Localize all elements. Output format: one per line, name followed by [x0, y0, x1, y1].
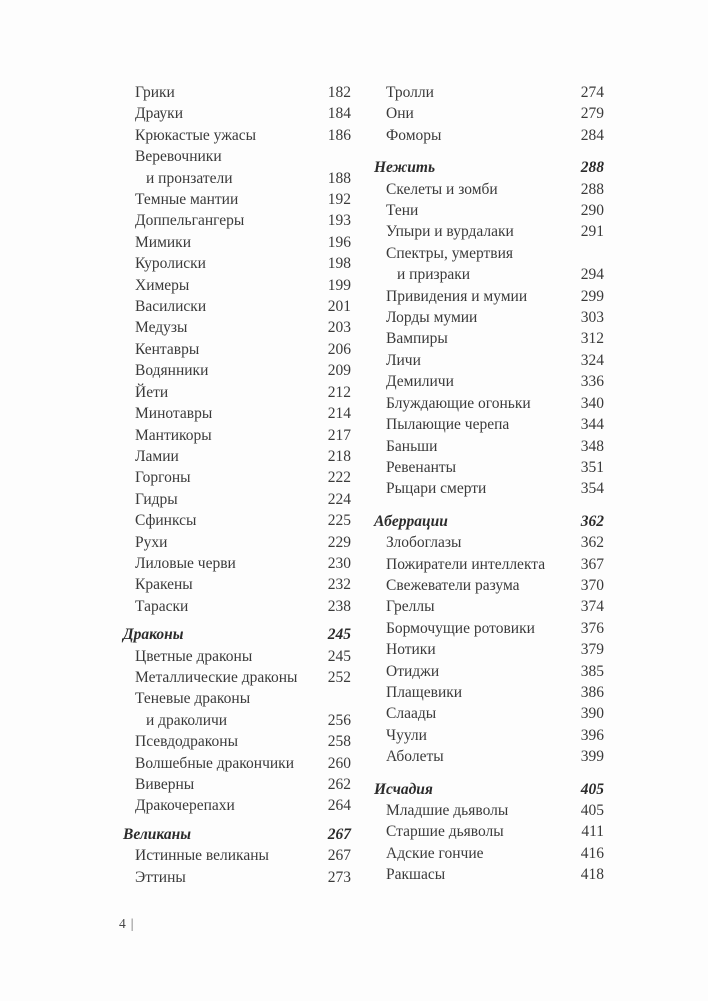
- entry-label: [123, 210, 244, 231]
- entry-label-line1: Дракочерепахи: [135, 797, 235, 815]
- toc-entry: [123, 646, 351, 667]
- entry-label-line1: Истинные великаны: [135, 847, 269, 865]
- toc-entry: [374, 746, 604, 767]
- entry-label-line1: Младшие дьяволы: [386, 802, 509, 819]
- entry-label: [374, 414, 509, 435]
- toc-entry: [123, 339, 351, 360]
- toc-entry: [374, 350, 604, 371]
- entry-label-line1: Крюкастые ужасы: [135, 126, 257, 144]
- toc-entry: [123, 103, 351, 124]
- page-number-footer: [119, 916, 134, 932]
- entry-label-line1: Минотавры: [135, 405, 213, 423]
- toc-entry: [123, 667, 351, 688]
- toc-section-heading: [123, 824, 351, 845]
- entry-label-line1: Великаны: [123, 825, 191, 843]
- entry-label: [123, 253, 206, 274]
- toc-entry: [374, 800, 604, 821]
- entry-label: [374, 350, 421, 371]
- entry-page-number: 218: [327, 447, 351, 465]
- entry-label: [374, 703, 436, 724]
- entry-page-number: 198: [327, 255, 351, 273]
- entry-page-number: 390: [580, 705, 604, 723]
- entry-label-line1: Нежить: [374, 159, 436, 177]
- toc-entry: [374, 179, 604, 200]
- entry-page-number: 199: [327, 276, 351, 294]
- entry-label-line1: Рыцари смерти: [386, 480, 487, 498]
- entry-page-number: 344: [580, 416, 604, 434]
- entry-page-number: 264: [327, 797, 351, 815]
- entry-label-line1: Грики: [135, 84, 175, 101]
- entry-label: [123, 510, 196, 531]
- toc-section-heading: [123, 624, 351, 645]
- toc-entry: [374, 371, 604, 392]
- entry-label-line1: Псевдодраконы: [135, 733, 238, 751]
- entry-page-number: 312: [580, 330, 604, 348]
- entry-label: [123, 845, 269, 866]
- entry-label-line1: Личи: [386, 351, 421, 369]
- entry-page-number: 324: [580, 351, 604, 369]
- entry-label: [123, 553, 236, 574]
- entry-label: [374, 371, 454, 392]
- entry-label: [374, 307, 477, 328]
- entry-label-line1: Демиличи: [386, 373, 454, 391]
- entry-label: [123, 103, 183, 124]
- entry-page-number: 188: [327, 169, 351, 187]
- entry-page-number: 362: [580, 534, 604, 552]
- entry-label: [374, 103, 414, 124]
- entry-label: [374, 436, 437, 457]
- entry-page-number: 238: [327, 597, 351, 615]
- toc-entry: [374, 200, 604, 221]
- entry-page-number: 405: [580, 780, 604, 798]
- entry-label: [123, 596, 188, 617]
- entry-label: [123, 339, 199, 360]
- entry-page-number: 370: [580, 576, 604, 594]
- entry-page-number: 299: [580, 287, 604, 305]
- entry-label-line1: Эттины: [135, 868, 186, 886]
- entry-page-number: 193: [327, 212, 351, 230]
- toc-section-heading: [374, 779, 604, 800]
- entry-label: [123, 731, 238, 752]
- entry-label-line1: Блуждающие огоньки: [386, 394, 531, 412]
- page-number: 4: [119, 916, 127, 931]
- entry-label-line1: Тролли: [386, 84, 434, 101]
- entry-page-number: 274: [580, 84, 604, 101]
- toc-entry: [123, 510, 351, 531]
- toc-entry: [123, 774, 351, 795]
- entry-label-line1: Скелеты и зомби: [386, 180, 498, 198]
- entry-page-number: 192: [327, 191, 351, 209]
- entry-page-number: 222: [327, 469, 351, 487]
- entry-label: [123, 425, 212, 446]
- entry-label-line1: Василиски: [135, 298, 207, 316]
- entry-page-number: 362: [580, 512, 604, 530]
- entry-label: [374, 575, 520, 596]
- toc-entry: [374, 554, 604, 575]
- entry-label: [374, 221, 514, 242]
- entry-label-line1: Злобоглазы: [386, 534, 462, 552]
- entry-label-line1: Темные мантии: [135, 191, 239, 209]
- entry-page-number: 416: [580, 844, 604, 862]
- entry-label-line1: Нотики: [386, 641, 436, 659]
- entry-label: [374, 157, 435, 178]
- entry-label: [374, 554, 545, 575]
- entry-page-number: 256: [327, 711, 351, 729]
- toc-entry: [123, 146, 351, 189]
- entry-label-line1: Ревенанты: [386, 458, 457, 476]
- entry-page-number: 260: [327, 754, 351, 772]
- entry-label: [123, 360, 208, 381]
- entry-label-line1: Пылающие черепа: [386, 416, 510, 434]
- entry-page-number: 303: [580, 309, 604, 327]
- entry-label-line1: Кентавры: [135, 340, 200, 358]
- entry-label: [123, 824, 191, 845]
- entry-label-line1: Металлические драконы: [135, 668, 298, 686]
- entry-label: [374, 864, 445, 885]
- entry-label-line1: Лиловые черви: [135, 554, 236, 572]
- entry-label-line1: Свежеватели разума: [386, 576, 520, 594]
- entry-label-line1: Мантикоры: [135, 426, 212, 444]
- entry-label-line1: Слаады: [386, 705, 437, 723]
- entry-label-line1: Цветные драконы: [135, 647, 253, 665]
- toc-entry: [374, 414, 604, 435]
- entry-label-line1: Рухи: [135, 533, 168, 551]
- entry-page-number: 348: [580, 437, 604, 455]
- toc-entry: [123, 467, 351, 488]
- toc-entry: [374, 243, 604, 286]
- toc-entry: [374, 307, 604, 328]
- toc-section-heading: [374, 511, 604, 532]
- toc-entry: [123, 210, 351, 231]
- toc-entry: [123, 125, 351, 146]
- entry-label-line1: Исчадия: [374, 780, 433, 798]
- entry-label-line1: Волшебные дракончики: [135, 754, 295, 772]
- toc-entry: [374, 478, 604, 499]
- entry-page-number: 405: [580, 802, 604, 819]
- entry-label: [123, 82, 175, 103]
- entry-page-number: 351: [580, 458, 604, 476]
- entry-label: [374, 596, 435, 617]
- entry-label-line1: Аболеты: [386, 748, 444, 766]
- entry-label-line1: Фоморы: [386, 126, 442, 144]
- toc-entry: [374, 125, 604, 146]
- entry-label-line1: Отиджи: [386, 662, 440, 680]
- entry-page-number: 184: [327, 105, 351, 123]
- toc-entry: [374, 286, 604, 307]
- entry-page-number: 224: [327, 490, 351, 508]
- entry-label: [374, 725, 427, 746]
- entry-label: [123, 189, 238, 210]
- entry-page-number: 396: [580, 726, 604, 744]
- entry-page-number: 386: [580, 683, 604, 701]
- toc-column-left: [123, 82, 351, 888]
- toc-entry: [123, 82, 351, 103]
- toc-entry: [123, 189, 351, 210]
- entry-page-number: 245: [327, 647, 351, 665]
- entry-label-line1: Ракшасы: [386, 866, 446, 884]
- entry-label: [123, 532, 167, 553]
- toc-section-heading: [374, 157, 604, 178]
- entry-label: [374, 179, 498, 200]
- entry-label-line2: и драколичи: [146, 711, 228, 729]
- entry-page-number: 284: [580, 126, 604, 144]
- entry-label-line1: Горгоны: [135, 469, 191, 487]
- toc-entry: [123, 731, 351, 752]
- entry-page-number: 229: [327, 533, 351, 551]
- entry-label-line1: Старшие дьяволы: [386, 823, 504, 841]
- entry-page-number: 196: [327, 233, 351, 251]
- entry-page-number: 291: [580, 223, 604, 241]
- toc-entry: [374, 596, 604, 617]
- entry-label: [123, 446, 179, 467]
- entry-label: [123, 795, 235, 816]
- entry-label: [123, 867, 186, 888]
- entry-page-number: 252: [327, 668, 351, 686]
- entry-label: [374, 532, 461, 553]
- toc-entry: [374, 221, 604, 242]
- entry-label-line1: Бормочущие ротовики: [386, 619, 535, 637]
- entry-label-line1: Веревочники: [135, 148, 222, 166]
- entry-label-line1: Доппельгангеры: [135, 212, 245, 230]
- entry-label-line1: Плащевики: [386, 683, 463, 701]
- toc-entry: [123, 867, 351, 888]
- entry-label-line1: Чуули: [386, 726, 427, 744]
- entry-page-number: 232: [327, 576, 351, 594]
- entry-label-line1: Драуки: [135, 105, 183, 123]
- entry-page-number: 374: [580, 598, 604, 616]
- toc-entry: [123, 446, 351, 467]
- toc-entry: [374, 103, 604, 124]
- entry-label: [123, 403, 212, 424]
- entry-page-number: 340: [580, 394, 604, 412]
- toc-entry: [123, 574, 351, 595]
- entry-page-number: 294: [580, 266, 604, 284]
- entry-page-number: 336: [580, 373, 604, 391]
- entry-page-number: 367: [580, 555, 604, 573]
- entry-label-line1: Химеры: [135, 276, 190, 294]
- entry-label-line1: Греллы: [386, 598, 435, 616]
- entry-page-number: 267: [327, 825, 351, 843]
- toc-entry: [123, 296, 351, 317]
- entry-page-number: 279: [580, 105, 604, 123]
- toc-entry: [374, 725, 604, 746]
- entry-label-line1: Кракены: [135, 576, 193, 594]
- entry-page-number: 267: [327, 847, 351, 865]
- entry-page-number: 399: [580, 748, 604, 766]
- entry-label-line1: Адские гончие: [386, 844, 484, 862]
- entry-label-line1: Пожиратели интеллекта: [386, 555, 546, 573]
- toc-entry: [123, 489, 351, 510]
- toc-entry: [123, 596, 351, 617]
- entry-label-line1: Мимики: [135, 233, 192, 251]
- entry-label-line1: Вампиры: [386, 330, 448, 348]
- toc-entry: [374, 328, 604, 349]
- entry-page-number: 182: [327, 84, 351, 101]
- toc-entry: [123, 317, 351, 338]
- entry-page-number: 262: [327, 776, 351, 793]
- entry-label: [123, 774, 194, 795]
- entry-label-line1: Баньши: [386, 437, 438, 455]
- entry-label-line1: Гидры: [135, 490, 178, 508]
- entry-label: [374, 511, 448, 532]
- entry-label-line1: Водянники: [135, 362, 209, 380]
- entry-label-line1: Привидения и мумии: [386, 287, 528, 305]
- entry-label-line1: Они: [386, 105, 414, 123]
- entry-page-number: 258: [327, 733, 351, 751]
- entry-label: [374, 746, 444, 767]
- toc-entry: [374, 532, 604, 553]
- entry-label: [374, 200, 418, 221]
- entry-label: [374, 639, 436, 660]
- toc-entry: [374, 843, 604, 864]
- entry-page-number: 217: [327, 426, 351, 444]
- toc-entry: [123, 688, 351, 731]
- entry-page-number: 245: [327, 626, 351, 644]
- toc-entry: [374, 436, 604, 457]
- entry-label: [374, 286, 527, 307]
- entry-label-line1: Теневые драконы: [135, 690, 251, 708]
- entry-label: [374, 125, 441, 146]
- toc-entry: [374, 82, 604, 103]
- entry-label: [374, 243, 513, 286]
- entry-label-line1: Аберрации: [374, 512, 448, 530]
- entry-label: [374, 800, 508, 821]
- entry-page-number: 290: [580, 202, 604, 220]
- entry-label-line1: Медузы: [135, 319, 188, 337]
- entry-page-number: 203: [327, 319, 351, 337]
- toc-entry: [123, 795, 351, 816]
- toc-entry: [123, 253, 351, 274]
- entry-label: [374, 682, 462, 703]
- toc-entry: [374, 575, 604, 596]
- toc-entry: [123, 425, 351, 446]
- entry-label-line1: Упыри и вурдалаки: [386, 223, 514, 241]
- entry-page-number: 411: [581, 823, 604, 841]
- entry-page-number: 225: [327, 512, 351, 530]
- entry-page-number: 288: [580, 159, 604, 177]
- entry-label: [123, 753, 294, 774]
- entry-label: [374, 661, 439, 682]
- entry-page-number: 201: [327, 298, 351, 316]
- entry-label: [374, 82, 434, 103]
- entry-page-number: 418: [580, 866, 604, 884]
- entry-label: [123, 467, 191, 488]
- toc-entry: [374, 821, 604, 842]
- entry-label: [374, 843, 484, 864]
- entry-page-number: 214: [327, 405, 351, 423]
- toc-entry: [374, 864, 604, 885]
- entry-label-line1: Драконы: [123, 626, 184, 644]
- toc-entry: [123, 360, 351, 381]
- toc-entry: [374, 393, 604, 414]
- toc-column-right: [374, 82, 604, 886]
- entry-label: [374, 328, 448, 349]
- entry-label-line1: Тараски: [135, 597, 189, 615]
- entry-label: [123, 489, 178, 510]
- entry-label: [123, 667, 297, 688]
- entry-label: [123, 296, 206, 317]
- entry-label-line1: Тени: [386, 202, 419, 220]
- entry-page-number: 206: [327, 340, 351, 358]
- entry-page-number: 354: [580, 480, 604, 498]
- toc-entry: [123, 275, 351, 296]
- toc-entry: [123, 532, 351, 553]
- entry-label: [374, 393, 531, 414]
- toc-entry: [123, 232, 351, 253]
- toc-entry: [123, 753, 351, 774]
- toc-entry: [374, 639, 604, 660]
- entry-page-number: 230: [327, 554, 351, 572]
- entry-label: [123, 574, 193, 595]
- entry-label: [123, 232, 191, 253]
- toc-entry: [374, 703, 604, 724]
- entry-page-number: 379: [580, 641, 604, 659]
- entry-label: [374, 779, 433, 800]
- entry-label-line1: Ламии: [135, 447, 179, 465]
- entry-page-number: 209: [327, 362, 351, 380]
- entry-label-line1: Сфинксы: [135, 512, 197, 530]
- entry-label: [374, 478, 486, 499]
- entry-label: [123, 624, 183, 645]
- entry-label-line2: и призраки: [397, 266, 471, 284]
- toc-entry: [374, 618, 604, 639]
- entry-label-line1: Виверны: [135, 776, 195, 793]
- entry-page-number: 273: [327, 868, 351, 886]
- entry-page-number: 186: [327, 126, 351, 144]
- entry-page-number: 212: [327, 383, 351, 401]
- toc-entry: [123, 403, 351, 424]
- entry-label-line1: Спектры, умертвия: [386, 244, 514, 262]
- entry-page-number: 385: [580, 662, 604, 680]
- toc-entry: [374, 682, 604, 703]
- entry-label: [123, 382, 168, 403]
- entry-label: [123, 688, 250, 731]
- entry-page-number: 288: [580, 180, 604, 198]
- toc-entry: [123, 845, 351, 866]
- entry-label: [374, 821, 504, 842]
- entry-label-line1: Йети: [135, 383, 169, 401]
- entry-label: [123, 646, 252, 667]
- entry-label-line1: Куролиски: [135, 255, 206, 273]
- toc-entry: [123, 382, 351, 403]
- entry-page-number: 376: [580, 619, 604, 637]
- toc-entry: [374, 457, 604, 478]
- entry-label-line1: Лорды мумии: [386, 309, 478, 327]
- entry-label: [374, 457, 456, 478]
- toc-entry: [374, 661, 604, 682]
- entry-label: [123, 275, 189, 296]
- entry-label-line2: и пронзатели: [146, 169, 233, 187]
- entry-label: [374, 618, 535, 639]
- toc-entry: [123, 553, 351, 574]
- entry-label: [123, 317, 187, 338]
- entry-label: [123, 146, 233, 189]
- folio-separator: |: [130, 916, 135, 931]
- entry-label: [123, 125, 256, 146]
